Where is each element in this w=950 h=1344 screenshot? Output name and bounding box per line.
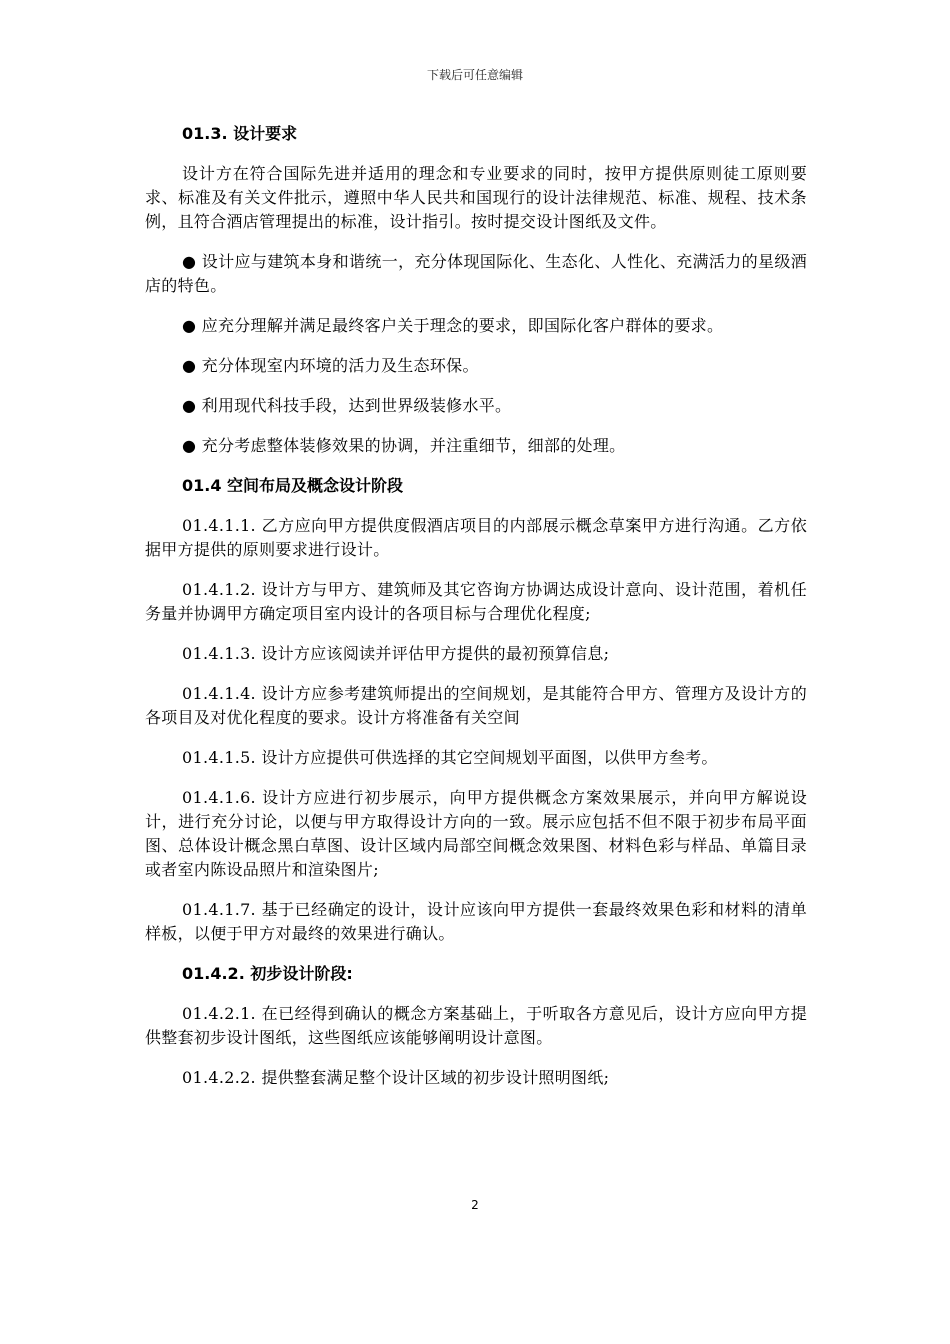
bullet-item: ● 应充分理解并满足最终客户关于理念的要求，即国际化客户群体的要求。 <box>182 316 724 335</box>
numbered-item: 01.4.2.2. 提供整套满足整个设计区域的初步设计照明图纸; <box>182 1068 610 1087</box>
bullet-item: ● 充分考虑整体装修效果的协调，并注重细节，细部的处理。 <box>182 436 626 455</box>
numbered-item: 01.4.1.5. 设计方应提供可供选择的其它空间规划平面图，以供甲方叁考。 <box>182 748 718 767</box>
section-heading-1-3: 01.3. 设计要求 <box>182 124 298 143</box>
document-body <box>145 122 807 1106</box>
page-number: 2 <box>471 1198 479 1212</box>
numbered-item: 01.4.1.6. 设计方应进行初步展示，向甲方提供概念方案效果展示，并向甲方解说设计，进行充分讨论，以便与甲方取得设计方向的一致。展示应包括不但不限于初步布局平面图、总体设计概念黑白草图、设计区域内局部空间概念效果图、材料色彩与样品、单篇目录或者室内陈设品照片和渲染图片; <box>145 788 807 879</box>
numbered-item: 01.4.1.1. 乙方应向甲方提供度假酒店项目的内部展示概念草案甲方进行沟通。乙方依据甲方提供的原则要求进行设计。 <box>145 516 807 559</box>
bullet-item: ● 充分体现室内环境的活力及生态环保。 <box>182 356 479 375</box>
bullet-item: ● 利用现代科技手段，达到世界级装修水平。 <box>182 396 512 415</box>
numbered-item: 01.4.1.7. 基于已经确定的设计，设计应该向甲方提供一套最终效果色彩和材料的清单样板，以便于甲方对最终的效果进行确认。 <box>145 900 807 943</box>
section-heading-1-4: 01.4 空间布局及概念设计阶段 <box>182 476 404 495</box>
numbered-item: 01.4.1.2. 设计方与甲方、建筑师及其它咨询方协调达成设计意向、设计范围，着机任务量并协调甲方确定项目室内设计的各项目标与合理优化程度; <box>145 580 807 623</box>
bullet-item: ● 设计应与建筑本身和谐统一，充分体现国际化、生态化、人性化、充满活力的星级酒店的特色。 <box>145 252 807 295</box>
header-note: 下载后可任意编辑 <box>426 68 523 82</box>
numbered-item: 01.4.2.1. 在已经得到确认的概念方案基础上，于听取各方意见后，设计方应向甲方提供整套初步设计图纸，这些图纸应该能够阐明设计意图。 <box>145 1004 807 1047</box>
section-heading-1-4-2: 01.4.2. 初步设计阶段: <box>182 964 353 983</box>
numbered-item: 01.4.1.3. 设计方应该阅读并评估甲方提供的最初预算信息; <box>182 644 610 663</box>
numbered-item: 01.4.1.4. 设计方应参考建筑师提出的空间规划，是其能符合甲方、管理方及设计方的各项目及对优化程度的要求。设计方将准备有关空间 <box>145 684 807 727</box>
paragraph-intro: 设计方在符合国际先进并适用的理念和专业要求的同时，按甲方提供原则徒工原则要求、标准及有关文件批示，遵照中华人民共和国现行的设计法律规范、标准、规程、技术条例，且符合酒店管理提出的标准，设计指引。按时提交设计图纸及文件。 <box>145 164 807 231</box>
